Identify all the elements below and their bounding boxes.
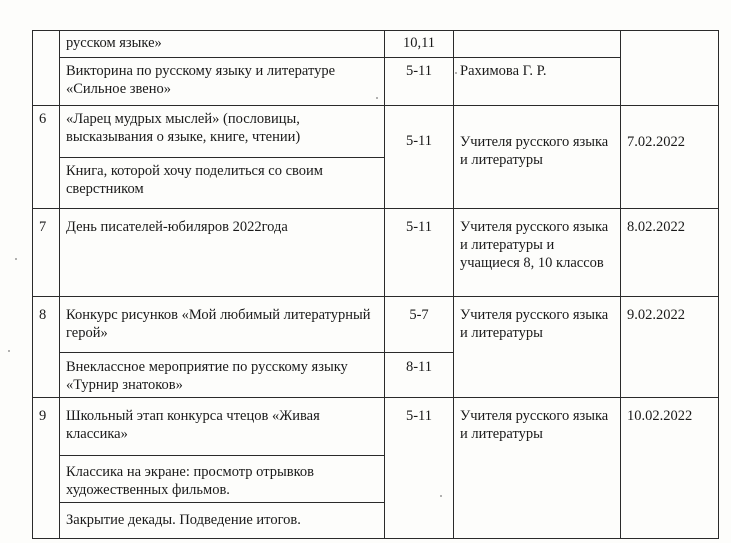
scan-speck bbox=[376, 97, 378, 99]
classes-cell: 8-11 bbox=[385, 353, 454, 398]
row-number-cell: 9 bbox=[33, 398, 60, 539]
row-number-cell: 8 bbox=[33, 297, 60, 398]
scan-speck bbox=[15, 258, 17, 260]
events-table bbox=[32, 30, 719, 539]
date-cell bbox=[621, 31, 719, 106]
classes-cell: 5-11 bbox=[385, 209, 454, 297]
classes-cell: 5-7 bbox=[385, 297, 454, 353]
event-cell: Школьный этап конкурса чтецов «Живая классика» bbox=[60, 398, 385, 456]
responsible-cell: Учителя русского языка и литературы и учащиеся 8, 10 классов bbox=[454, 209, 621, 297]
table-row bbox=[33, 31, 719, 58]
event-cell: русском языке» bbox=[60, 31, 385, 58]
classes-cell: 5-11 bbox=[385, 106, 454, 209]
event-cell: Викторина по русскому языку и литературе «Сильное звено» bbox=[60, 58, 385, 106]
classes-cell: 5-11 bbox=[385, 398, 454, 539]
classes-cell: 5-11 bbox=[385, 58, 454, 106]
event-cell: Закрытие декады. Подведение итогов. bbox=[60, 503, 385, 539]
classes-cell: 10,11 bbox=[385, 31, 454, 58]
date-cell: 9.02.2022 bbox=[621, 297, 719, 398]
date-cell: 10.02.2022 bbox=[621, 398, 719, 539]
responsible-cell: Учителя русского языка и литературы bbox=[454, 106, 621, 209]
event-cell: День писателей-юбиляров 2022года bbox=[60, 209, 385, 297]
responsible-cell: Учителя русского языка и литературы bbox=[454, 398, 621, 539]
row-number-cell: 7 bbox=[33, 209, 60, 297]
event-cell: Внеклассное мероприятие по русскому языку «Турнир знатоков» bbox=[60, 353, 385, 398]
table-row bbox=[33, 297, 719, 353]
table-row bbox=[33, 209, 719, 297]
scan-speck bbox=[455, 72, 457, 74]
responsible-cell bbox=[454, 31, 621, 58]
table-row bbox=[33, 106, 719, 158]
event-cell: «Ларец мудрых мыслей» (пословицы, высказывания о языке, книге, чтении) bbox=[60, 106, 385, 158]
event-cell: Классика на экране: просмотр отрывков художественных фильмов. bbox=[60, 456, 385, 503]
scan-speck bbox=[8, 350, 10, 352]
event-cell: Конкурс рисунков «Мой любимый литературный герой» bbox=[60, 297, 385, 353]
scan-speck bbox=[440, 495, 442, 497]
row-number-cell bbox=[33, 31, 60, 106]
event-cell: Книга, которой хочу поделиться со своим сверстником bbox=[60, 158, 385, 209]
responsible-cell: Учителя русского языка и литературы bbox=[454, 297, 621, 398]
responsible-cell: Рахимова Г. Р. bbox=[454, 58, 621, 106]
date-cell: 7.02.2022 bbox=[621, 106, 719, 209]
date-cell: 8.02.2022 bbox=[621, 209, 719, 297]
table-row bbox=[33, 398, 719, 456]
row-number-cell: 6 bbox=[33, 106, 60, 209]
